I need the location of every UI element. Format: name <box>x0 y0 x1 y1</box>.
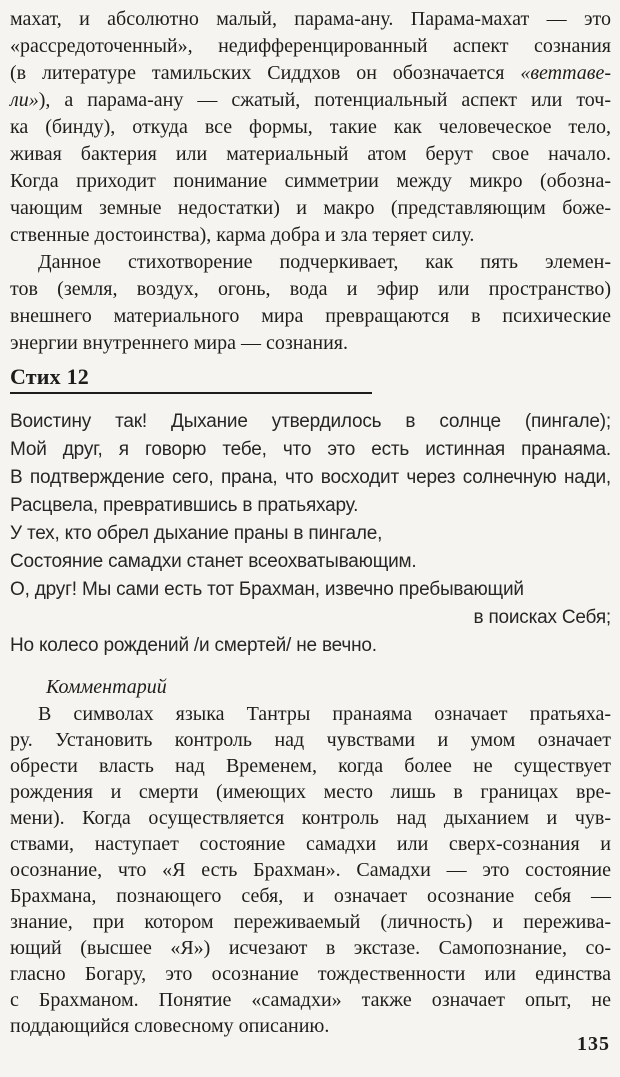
text-segment: ), а парама-ану — сжатый, потенциальный аспект или точ- <box>38 89 611 111</box>
text-line: ственные достоинства), карма добра и зла теряет силу. <box>10 224 475 246</box>
verse-line: Расцвела, превратившись в пратьяхару. <box>10 495 359 516</box>
paragraph-2 <box>10 249 611 357</box>
commentary-line: рождения и смерти (имеющих место лишь в границах вре- <box>10 781 611 803</box>
term-vettaveli-continued: ли» <box>10 89 39 111</box>
commentary-line: Брахмана, познающего себя, и означает осознание себя — <box>10 885 611 907</box>
term-vettaveli: «веттаве- <box>520 62 611 84</box>
commentary-line: мени). Когда осуществляется контроль над дыханием и чув- <box>10 807 611 829</box>
text-line: энергии внутреннего мира — сознания. <box>10 332 348 354</box>
commentary-line: В символах языка Тантры пранаяма означает пратьяха- <box>38 703 611 725</box>
verse-line: Воистину так! Дыхание утвердилось в солнце (пингале); <box>10 411 611 432</box>
commentary-heading: Комментарий <box>46 676 167 698</box>
text-line: чающим земные недостатки) и макро (представляющим боже- <box>10 197 611 219</box>
paragraph-1 <box>10 6 611 249</box>
text-line <box>10 87 611 114</box>
text-line: тов (земля, воздух, огонь, вода и эфир или пространство) <box>10 278 611 300</box>
page-number: 135 <box>577 1033 610 1055</box>
text-line <box>10 60 611 87</box>
commentary-line: с Брахманом. Понятие «самадхи» также означает опыт, не <box>10 989 611 1011</box>
commentary-line: гласно Богару, это осознание тождественности или единства <box>10 963 611 985</box>
verse-line: Мой друг, я говорю тебе, что это есть истинная пранаяма. <box>10 439 611 460</box>
verse-line: Состояние самадхи станет всеохватывающим. <box>10 551 417 572</box>
text-line: живая бактерия или материальный атом берут свое начало. <box>10 143 611 165</box>
text-line: Когда приходит понимание симметрии между микро (обозна- <box>10 170 611 192</box>
verse-line: Но колесо рождений /и смертей/ не вечно. <box>10 635 377 656</box>
text-line: «рассредоточенный», недифференцированный аспект сознания <box>10 35 611 57</box>
commentary-line: ствами, наступает состояние самадхи или сверх-сознания и <box>10 833 611 855</box>
section-heading-verse-12: Стих 12 <box>10 365 372 394</box>
commentary-line: осознание, что «Я есть Брахман». Самадхи — это состояние <box>10 859 611 881</box>
verse-line: У тех, кто обрел дыхание праны в пингале, <box>10 523 383 544</box>
verse-line-right-aligned: в поисках Себя; <box>473 607 611 628</box>
verse-line: В подтверждение сего, прана, что восходит через солнечную нади, <box>10 467 611 488</box>
commentary-line: поддающийся словесному описанию. <box>10 1015 330 1037</box>
text-line: махат, и абсолютно малый, парама-ану. Парама-махат — это <box>10 8 611 30</box>
text-line: Данное стихотворение подчеркивает, как пять элемен- <box>38 251 611 273</box>
commentary-line: ющий (высшее «Я») исчезают в экстазе. Самопознание, со- <box>10 937 611 959</box>
text-line: ка (бинду), откуда все формы, такие как человеческое тело, <box>10 116 611 138</box>
commentary-line: знание, при котором переживаемый (личность) и пережива- <box>10 911 611 933</box>
commentary-line: ру. Установить контроль над чувствами и умом означает <box>10 729 611 751</box>
text-line: внешнего материального мира превращаются в психические <box>10 305 611 327</box>
commentary-paragraph <box>10 701 611 1039</box>
verse-block <box>10 408 611 660</box>
text-segment: (в литературе тамильских Сиддхов он обозначается <box>10 62 521 84</box>
commentary-line: обрести власть над Временем, когда более не существует <box>10 755 611 777</box>
verse-line: О, друг! Мы сами есть тот Брахман, извечно пребывающий <box>10 579 524 600</box>
